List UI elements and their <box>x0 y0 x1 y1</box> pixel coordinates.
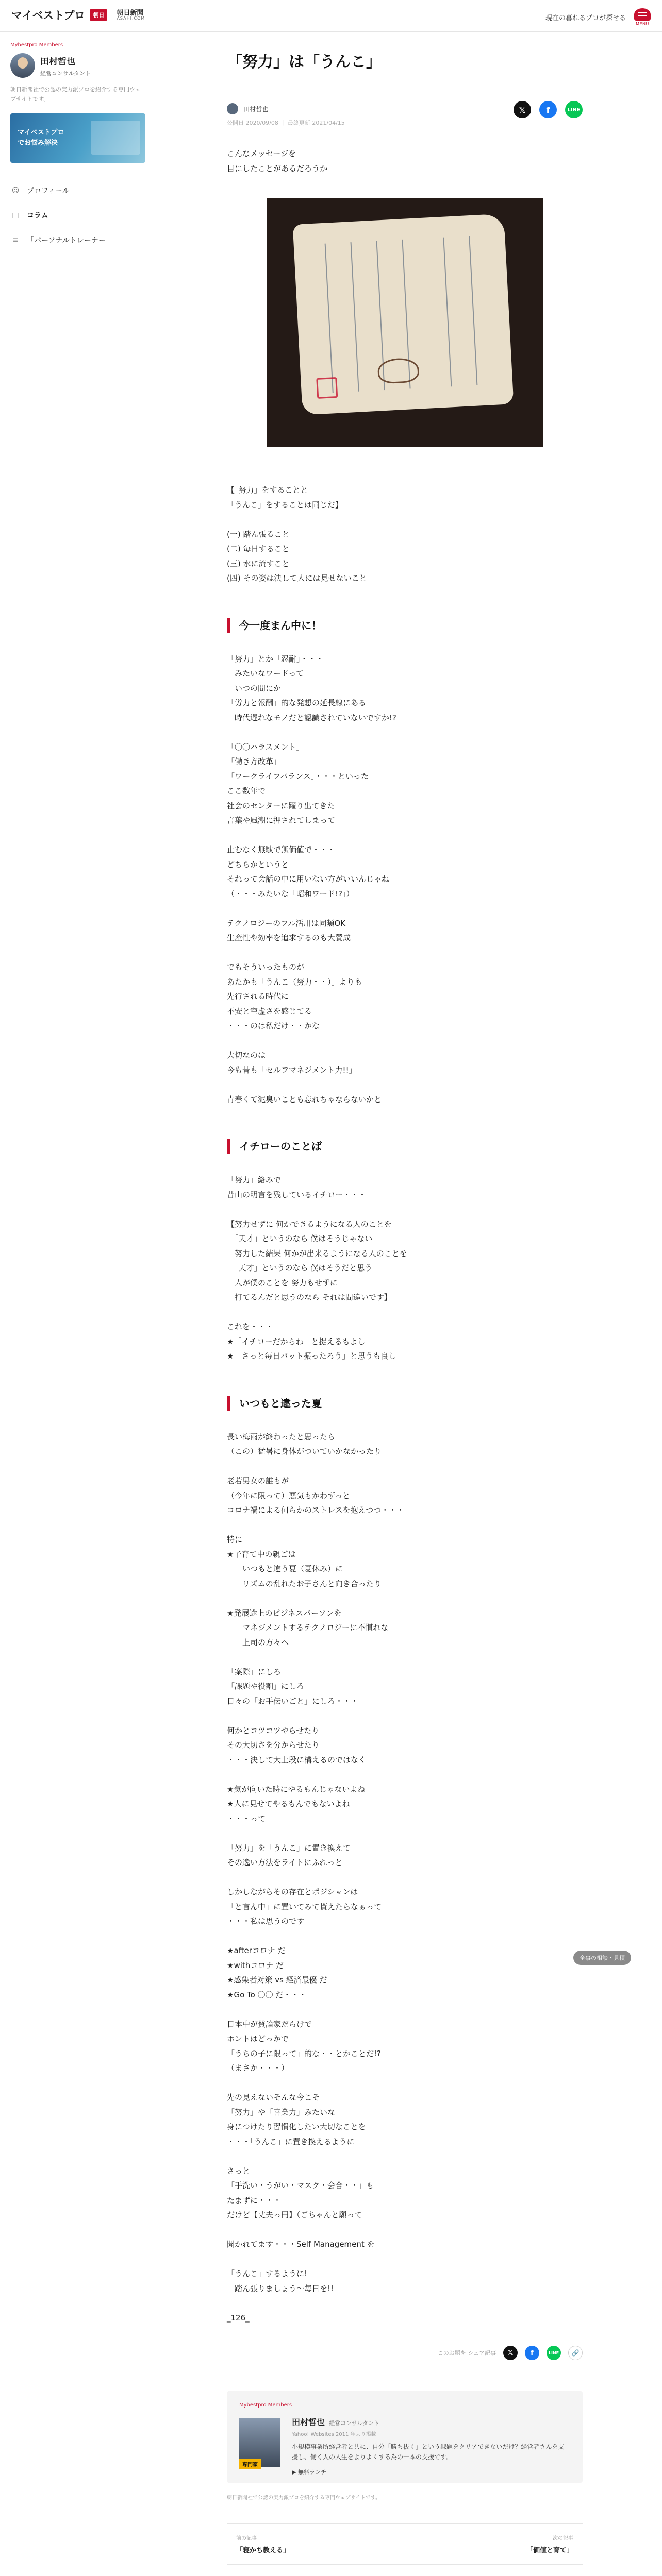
section-body: 「努力」絡みで 昔山の明言を残しているイチロー・・・ 【努力せずに 何かできるようになる人のことを 「天才」というのなら 僕はそうじゃない 努力した結果 何かが出来るようになる人のことを 「天才」というのなら 僕はそうだと思う 人が僕のことを 努力もせずに 打てるんだと思うのなら それは間違いです】 これを・・・ ★「イチローだからね」と捉えるもよし ★「さっと毎日バット振ったろう」と思うも良し <box>227 1175 407 1361</box>
person-icon: ☺ <box>11 187 20 195</box>
author-card-role: 経営コンサルタント <box>329 2420 380 2427</box>
line-share-icon[interactable]: LINE <box>565 101 583 118</box>
note-line <box>351 242 359 392</box>
author-card-link[interactable]: ▶ 無料ランチ <box>292 2468 326 2476</box>
author-card-info <box>292 2416 565 2476</box>
header-right <box>545 8 651 26</box>
sidebar-author-title: 経営コンサルタント <box>40 70 91 77</box>
sidebar <box>10 42 145 252</box>
note-line <box>469 236 477 385</box>
menu-button[interactable] <box>634 8 651 26</box>
article-dates: 公開日 2020/09/08 ｜ 最終更新 2021/04/15 <box>227 120 345 126</box>
article-pager <box>227 2523 583 2565</box>
avatar[interactable] <box>10 53 35 78</box>
logo-area[interactable] <box>11 7 145 23</box>
sidebar-banner[interactable] <box>10 113 145 163</box>
section-heading: イチローのことば <box>227 1139 583 1154</box>
section-heading: いつもと違った夏 <box>227 1396 583 1411</box>
sidebar-kicker: Mybestpro Members <box>10 42 63 48</box>
handwritten-note <box>293 214 514 415</box>
author-avatar <box>227 103 238 114</box>
author-card-name[interactable]: 田村哲也 経営コンサルタント <box>292 2417 380 2427</box>
x-share-icon[interactable]: 𝕏 <box>514 101 531 118</box>
sidebar-profile[interactable] <box>10 53 145 78</box>
section-heading: 今一度まん中に！ <box>227 618 583 633</box>
site-logo[interactable]: マイベストプロ <box>11 9 85 22</box>
red-stamp <box>316 377 338 399</box>
article-photo <box>267 198 543 447</box>
asahi-logo-name: 朝日新聞 <box>117 9 144 17</box>
next-article-link[interactable] <box>405 2524 583 2564</box>
author-card-kicker: Mybestpro Members <box>239 2402 292 2408</box>
prev-article-link[interactable] <box>227 2524 405 2564</box>
author-card[interactable] <box>227 2391 583 2483</box>
note-line <box>325 244 334 393</box>
copy-link-icon[interactable]: 🔗 <box>568 2346 583 2360</box>
share-label: このお題を シェア記事 <box>437 2350 496 2357</box>
sidebar-nav <box>10 178 145 252</box>
logo-badge: 朝日 <box>90 9 107 21</box>
poop-drawing <box>377 358 420 384</box>
article-title: 「努力」は「うんこ」 <box>227 53 382 71</box>
sidebar-banner-text: マイベストプロ でお悩み解決 <box>18 129 64 147</box>
sidebar-banner-image <box>91 121 140 155</box>
author-card-badge: 専門家 <box>239 2459 261 2469</box>
sidebar-item-label: 「パーソナルトレーナー」 <box>27 236 113 245</box>
site-header <box>0 0 662 32</box>
menu-icon <box>634 8 651 21</box>
author-card-meta: Yahoo! Websites 2011 年より掲載 <box>292 2432 376 2437</box>
article <box>227 52 583 2576</box>
document-icon: □ <box>12 211 19 220</box>
asahi-logo[interactable] <box>117 10 145 21</box>
sidebar-item-column[interactable] <box>10 203 145 228</box>
sidebar-item-category[interactable] <box>10 228 145 252</box>
section-body: 長い梅雨が終わったと思ったら （この）猛暑に身体がついていかなかったり 老若男女の誰もが （今年に限って）悪気もかわずっと コロナ禍による何らかのストレスを抱えつつ・・・ 特に ★子育て中の親ごは いつもと違う夏（夏休み）に リズムの乱れたお子さんと向き合ったり ★発展途上のビジネスパーソンを マネジメントするテクノロジーに不慣れな 上司の方々へ 「案際」にしろ 「課題や役割」にしろ 日々の「お手伝いごと」にしろ・・・ 何かとコツコツやらせたり その大切さを分からせたり ・・・決して大上段に構えるのではなく ★気が向いた時にやるもんじゃないよね ★人に見せてやるもんでもないよね ・・・って 「努力」を「うんこ」に置き換えて その逸い方法をライトにふれっと しかしながらその存在とポジションは 「と言ん中」に置いてみて貰えたらなぁって ・・・私は思うのです ★afterコロナ だ ★withコロナ だ ★感染者対策 vs 経済最優 だ ★Go To 〇〇 だ・・・ 日本中が賛論家だらけで ホントはどっかで 「うちの子に限って」的な・・とかことだ!? （まさか・・・） 先の見えないそんな今こそ 「努力」や「喜業力」みたいな 身につけたり習慣化したい大切なことを ・・・「うんこ」に置き換えるように さっと 「手洗い・うがい・マスク・会合・・」も たまずに・・・ だけど【丈夫っ円】（ごちゃんと願って 聞かれてます・・・Self Management を 「うんこ」するように! 踏ん張りましょう〜毎日を!! _126_ <box>227 1432 405 2323</box>
sidebar-author-name[interactable]: 田村哲也 <box>40 56 75 67</box>
asahi-logo-sub: ASAHI.COM <box>117 15 145 21</box>
line-share-icon[interactable]: LINE <box>547 2346 561 2360</box>
next-label: 次の記事 <box>553 2536 573 2541</box>
facebook-share-icon[interactable]: f <box>539 101 557 118</box>
next-title: 「価値と育て」 <box>526 2547 573 2554</box>
author-name[interactable]: 田村哲也 <box>243 105 269 113</box>
rules-list: 【「努力」をすることと 「うんこ」をすることは同じだ】 (一) 踏ん張ること (二) 毎日すること (三) 水に流すこと (四) その姿は決して人には見せないこと <box>227 485 367 583</box>
author-note: 朝日新聞社で公認の実力派プロを紹介する専門ウェブサイトです。 <box>227 2495 381 2501</box>
sidebar-item-label: コラム <box>27 212 48 221</box>
share-icons <box>514 101 583 118</box>
author-card-text: 小規模事業所経営者と共に、自分「勝ち抜く」という課題をクリアできないだけ？経営者さんを支援し、働く人の人生をよりよくする為の一本の支援です。 <box>292 2443 565 2461</box>
menu-label: MENU <box>636 22 649 26</box>
bottom-share <box>227 2346 583 2360</box>
section-body: 「努力」とか「忍耐」・・・ みたいなワードって いつの間にか 「労力と報酬」的な発想の延長線にある 時代遅れなモノだと認識されていないですか!? 「〇〇ハラスメント」 「働き方改革」 「ワークライフバランス」・・・といった ここ数年で 社会のセンターに躍り出てきた 言葉や風潮に押されてしまって 止むなく無駄で無価値で・・・ どちらかというと それって会話の中に用いない方がいいんじゃね （・・・みたいな「昭和ワード!?」） テクノロジーのフル活用は同類OK 生産性や効率を追求するのも大賛成 でもそういったものが あたかも「うんこ（努力・・）」よりも 先行される時代に 不安と空虚さを感じてる ・・・のは私だけ・・かな 大切なのは 今も昔も「セルフマネジメント力!!」 青春くて泥臭いことも忘れちゃならないかと <box>227 654 396 1104</box>
article-lead: こんなメッセージを 目にしたことがあるだろうか <box>227 149 328 173</box>
note-line <box>443 238 452 387</box>
prev-title: 「寝かち教える」 <box>236 2547 290 2554</box>
list-icon: ≡ <box>12 236 19 245</box>
header-find-pro-link[interactable]: 現在の暮れるプロが探せる <box>545 14 626 22</box>
floating-consult-button[interactable]: 全事の相談・見積 <box>573 1951 631 1965</box>
sidebar-description: 朝日新聞社で公認の実力派プロを紹介する専門ウェブサイトです。 <box>10 86 141 103</box>
sidebar-item-label: プロフィール <box>27 187 70 196</box>
facebook-share-icon[interactable]: f <box>525 2346 539 2360</box>
x-share-icon[interactable]: 𝕏 <box>503 2346 518 2360</box>
prev-label: 前の記事 <box>236 2536 257 2541</box>
sidebar-item-profile[interactable] <box>10 178 145 203</box>
